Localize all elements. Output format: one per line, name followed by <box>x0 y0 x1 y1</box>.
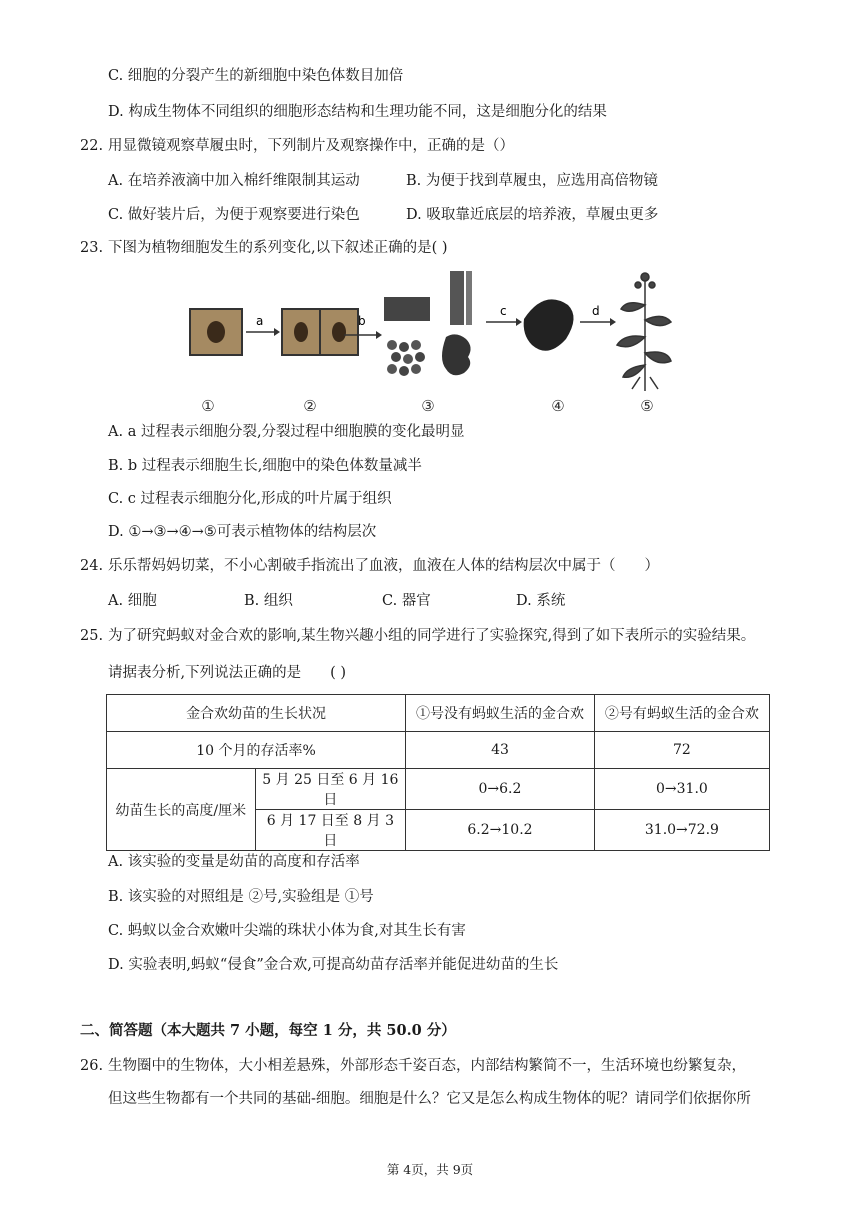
q23-option-d: D. ①→③→④→⑤可表示植物体的结构层次 <box>108 524 377 540</box>
question-stem: 下图为植物细胞发生的系列变化,以下叙述正确的是( ) <box>108 240 448 256</box>
q24-option-b: B. 组织 <box>244 593 293 609</box>
q25-option-c: C. 蚂蚁以金合欢嫩叶尖端的珠状小体为食,对其生长有害 <box>108 923 466 939</box>
table-header-cell: 金合欢幼苗的生长状况 <box>107 695 406 732</box>
leaf-image <box>524 299 574 350</box>
question-number: 25. <box>80 628 104 644</box>
q22-option-c: C. 做好装片后，为便于观察要进行染色 <box>108 207 360 223</box>
plant-cell-change-figure <box>180 265 690 415</box>
question-number: 24. <box>80 558 104 574</box>
q25-option-b: B. 该实验的对照组是 ②号,实验组是 ①号 <box>108 889 374 905</box>
table-cell: 31.0→72.9 <box>594 810 769 851</box>
question-26 <box>80 1056 746 1076</box>
arrow-label-a: a <box>256 314 264 328</box>
table-header-cell: ①号没有蚂蚁生活的金合欢 <box>406 695 595 732</box>
section-heading: 二、简答题（本大题共 7 小题，每空 1 分，共 50.0 分） <box>80 1022 456 1039</box>
q24-option-d: D. 系统 <box>516 593 566 609</box>
table-row <box>107 769 770 810</box>
table-cell: 43 <box>406 732 595 769</box>
table-cell: 0→31.0 <box>594 769 769 810</box>
question-text-line-1: 生物圈中的生物体，大小相差悬殊，外部形态千姿百态，内部结构繁简不一，生活环境也纷繁复杂， <box>108 1058 746 1074</box>
dividing-cells-image <box>282 309 358 355</box>
table-cell: 6 月 17 日至 8 月 3 日 <box>255 810 406 851</box>
question-25-stem-2: 请据表分析,下列说法正确的是 ( ) <box>108 665 347 681</box>
experiment-results-table <box>106 694 770 851</box>
figure-label-5: ⑤ <box>640 397 654 415</box>
q21-option-d: D. 构成生物体不同组织的细胞形态结构和生理功能不同，这是细胞分化的结果 <box>108 104 607 120</box>
table-header-cell: ②号有蚂蚁生活的金合欢 <box>594 695 769 732</box>
table-cell: 10 个月的存活率% <box>107 732 406 769</box>
q23-option-c: C. c 过程表示细胞分化,形成的叶片属于组织 <box>108 491 392 507</box>
question-text-line-2: 但这些生物都有一个共同的基础-细胞。细胞是什么？它又是怎么构成生物体的呢？请同学们依据你所 <box>108 1091 751 1107</box>
table-cell: 72 <box>594 732 769 769</box>
arrow-label-d: d <box>592 304 600 318</box>
question-25 <box>80 626 755 646</box>
q22-option-d: D. 吸取靠近底层的培养液，草履虫更多 <box>406 207 659 223</box>
table-row <box>107 732 770 769</box>
question-number: 23. <box>80 240 104 256</box>
q24-option-a: A. 细胞 <box>108 593 157 609</box>
question-23 <box>80 238 448 258</box>
question-number: 22. <box>80 138 104 154</box>
question-stem: 用显微镜观察草履虫时，下列制片及观察操作中，正确的是（） <box>108 138 514 154</box>
q24-option-c: C. 器官 <box>382 593 431 609</box>
q22-option-b: B. 为便于找到草履虫，应选用高倍物镜 <box>406 173 658 189</box>
question-number: 26. <box>80 1058 104 1074</box>
table-row <box>107 695 770 732</box>
q21-option-c: C. 细胞的分裂产生的新细胞中染色体数目加倍 <box>108 68 404 84</box>
figure-label-1: ① <box>201 397 215 415</box>
arrow-label-b: b <box>358 314 366 328</box>
question-24 <box>80 556 659 576</box>
table-cell: 幼苗生长的高度/厘米 <box>107 769 256 851</box>
figure-label-3: ③ <box>421 397 435 415</box>
table-cell: 0→6.2 <box>406 769 595 810</box>
tissues-image <box>384 271 472 376</box>
q23-option-b: B. b 过程表示细胞生长,细胞中的染色体数量减半 <box>108 458 422 474</box>
question-22 <box>80 136 514 156</box>
question-stem: 乐乐帮妈妈切菜，不小心割破手指流出了血液，血液在人体的结构层次中属于（ ） <box>108 558 659 574</box>
figure-label-4: ④ <box>551 397 565 415</box>
plant-image <box>617 273 671 391</box>
q22-option-a: A. 在培养液滴中加入棉纤维限制其运动 <box>108 173 360 189</box>
table-cell: 5 月 25 日至 6 月 16 日 <box>255 769 406 810</box>
q25-option-d: D. 实验表明,蚂蚁“侵食”金合欢,可提高幼苗存活率并能促进幼苗的生长 <box>108 957 559 973</box>
arrow-label-c: c <box>500 304 507 318</box>
table-cell: 6.2→10.2 <box>406 810 595 851</box>
figure-label-2: ② <box>303 397 317 415</box>
q23-option-a: A. a 过程表示细胞分裂,分裂过程中细胞膜的变化最明显 <box>108 424 465 440</box>
single-cell-image <box>190 309 242 355</box>
q25-option-a: A. 该实验的变量是幼苗的高度和存活率 <box>108 854 360 870</box>
page-footer: 第 4页，共 9页 <box>386 1162 474 1177</box>
question-stem: 为了研究蚂蚁对金合欢的影响,某生物兴趣小组的同学进行了实验探究,得到了如下表所示的实验结果。 <box>108 628 756 644</box>
